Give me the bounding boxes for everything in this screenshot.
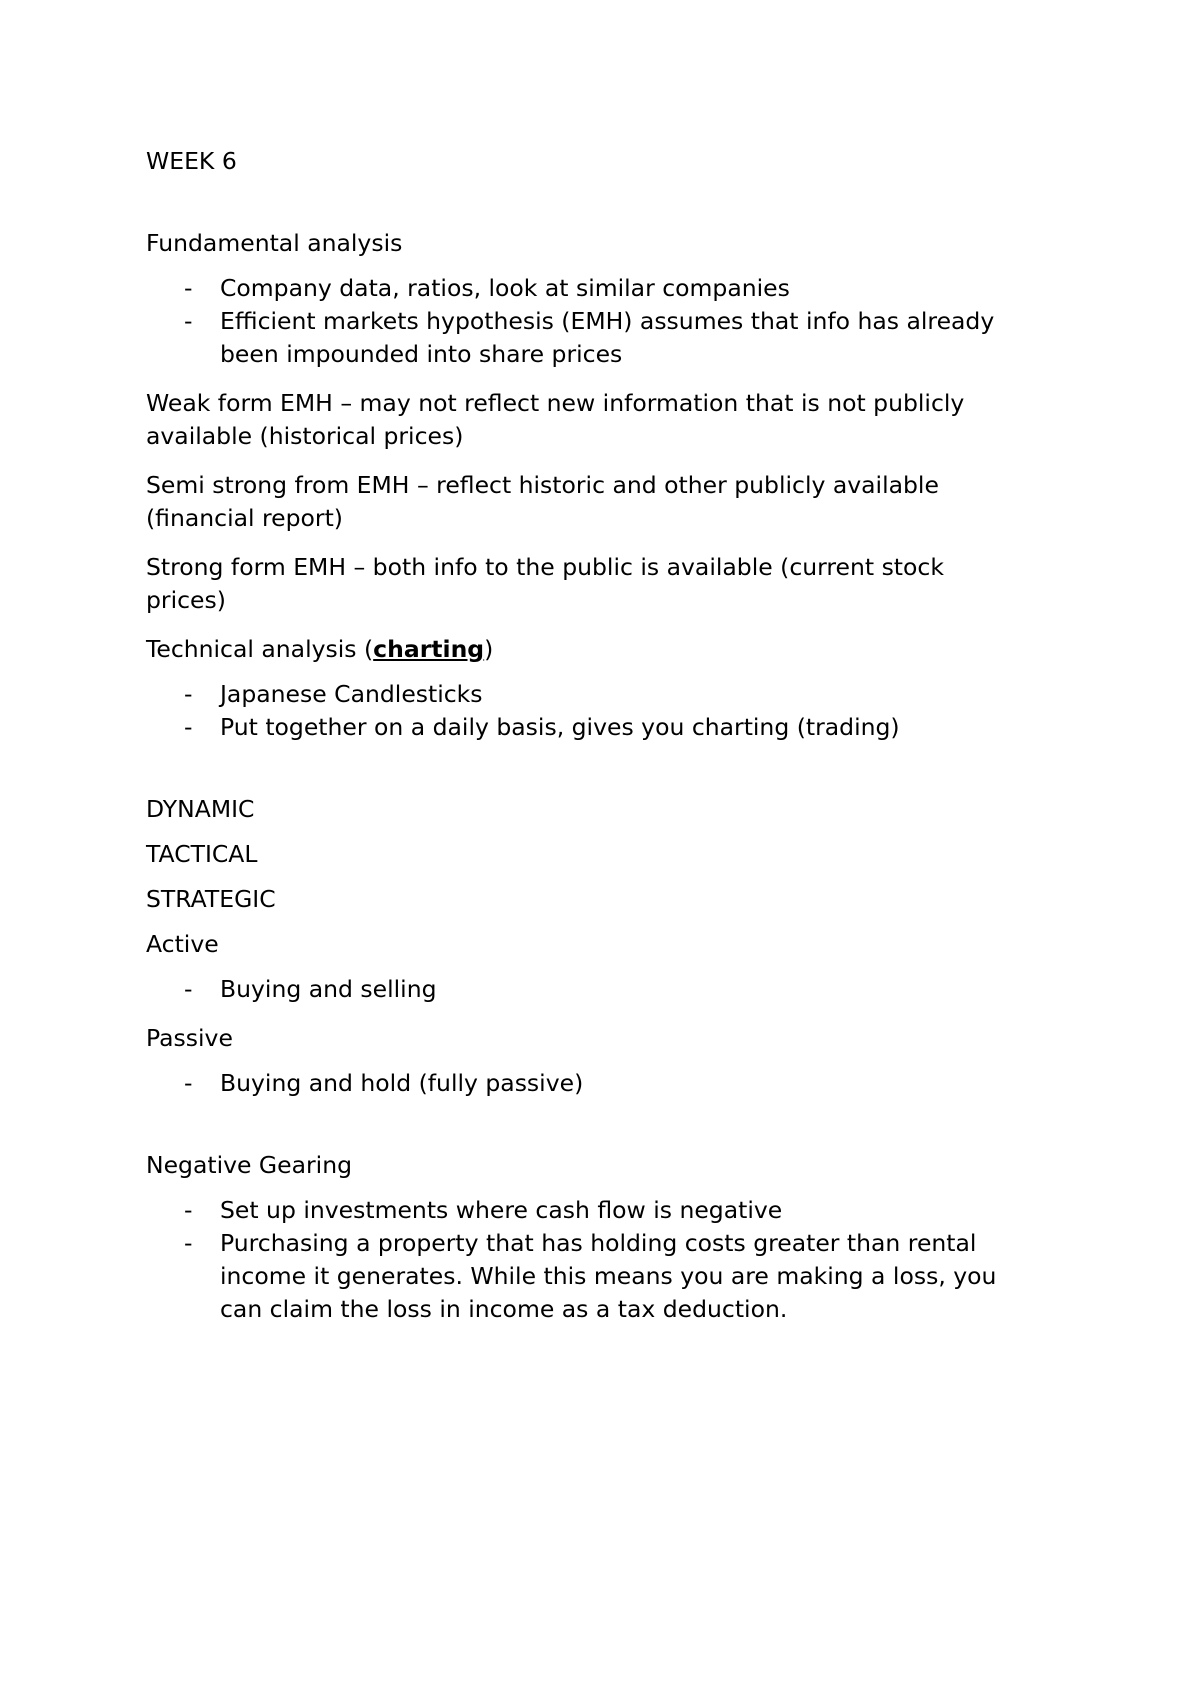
list-item-text: Put together on a daily basis, gives you charting (trading)	[220, 713, 900, 741]
strong-form-line-1: Strong form EMH – both info to the public is available (current stock	[146, 553, 944, 581]
list-item-text-continued: income it generates. While this means you are making a loss, you	[220, 1262, 997, 1290]
semi-strong-paragraph	[146, 469, 1046, 535]
dash-bullet: -	[184, 713, 193, 741]
list-item-text: Buying and selling	[220, 975, 437, 1003]
negative-gearing-list	[146, 1194, 1046, 1326]
list-item-text: Company data, ratios, look at similar companies	[220, 274, 790, 302]
technical-suffix: )	[484, 635, 494, 663]
technical-prefix: Technical analysis (	[146, 635, 374, 663]
list-item	[146, 1194, 1046, 1227]
technical-emphasis: charting	[373, 635, 485, 663]
dash-bullet: -	[184, 274, 193, 302]
dash-bullet: -	[184, 1229, 193, 1257]
list-item-text-continued: been impounded into share prices	[220, 340, 623, 368]
list-item	[146, 973, 1046, 1006]
weak-form-line-1: Weak form EMH – may not reflect new information that is not publicly	[146, 389, 965, 417]
spacer	[146, 194, 1046, 227]
dash-bullet: -	[184, 1196, 193, 1224]
active-list	[146, 973, 1046, 1006]
passive-heading: Passive	[146, 1024, 233, 1052]
list-item	[146, 711, 1046, 744]
dash-bullet: -	[184, 1069, 193, 1097]
dash-bullet: -	[184, 307, 193, 335]
list-item	[146, 1067, 1046, 1100]
list-item-text: Efficient markets hypothesis (EMH) assumes that info has already	[220, 307, 995, 335]
negative-gearing-heading: Negative Gearing	[146, 1151, 353, 1179]
document-page	[146, 145, 1046, 1342]
passive-list	[146, 1067, 1046, 1100]
list-item	[146, 272, 1046, 305]
technical-heading	[146, 633, 1046, 666]
week-heading: WEEK 6	[146, 147, 237, 175]
list-item-text: Japanese Candlesticks	[220, 680, 483, 708]
strategy-tactical: TACTICAL	[146, 840, 258, 868]
semi-strong-line-2: (financial report)	[146, 504, 343, 532]
strategy-strategic: STRATEGIC	[146, 885, 276, 913]
strategy-dynamic: DYNAMIC	[146, 795, 255, 823]
semi-strong-line-1: Semi strong from EMH – reflect historic and other publicly available	[146, 471, 939, 499]
list-item-text: Purchasing a property that has holding costs greater than rental	[220, 1229, 977, 1257]
list-item-text: Set up investments where cash flow is negative	[220, 1196, 783, 1224]
dash-bullet: -	[184, 975, 193, 1003]
spacer	[146, 1116, 1046, 1149]
technical-list	[146, 678, 1046, 744]
list-item	[146, 305, 1046, 371]
active-heading: Active	[146, 930, 219, 958]
weak-form-line-2: available (historical prices)	[146, 422, 464, 450]
weak-form-paragraph	[146, 387, 1046, 453]
spacer	[146, 760, 1046, 793]
strong-form-paragraph	[146, 551, 1046, 617]
list-item-text-continued: can claim the loss in income as a tax deduction.	[220, 1295, 788, 1323]
list-item-text: Buying and hold (fully passive)	[220, 1069, 584, 1097]
strong-form-line-2: prices)	[146, 586, 226, 614]
list-item	[146, 678, 1046, 711]
list-item	[146, 1227, 1046, 1326]
fundamental-heading: Fundamental analysis	[146, 229, 403, 257]
dash-bullet: -	[184, 680, 193, 708]
fundamental-list	[146, 272, 1046, 371]
